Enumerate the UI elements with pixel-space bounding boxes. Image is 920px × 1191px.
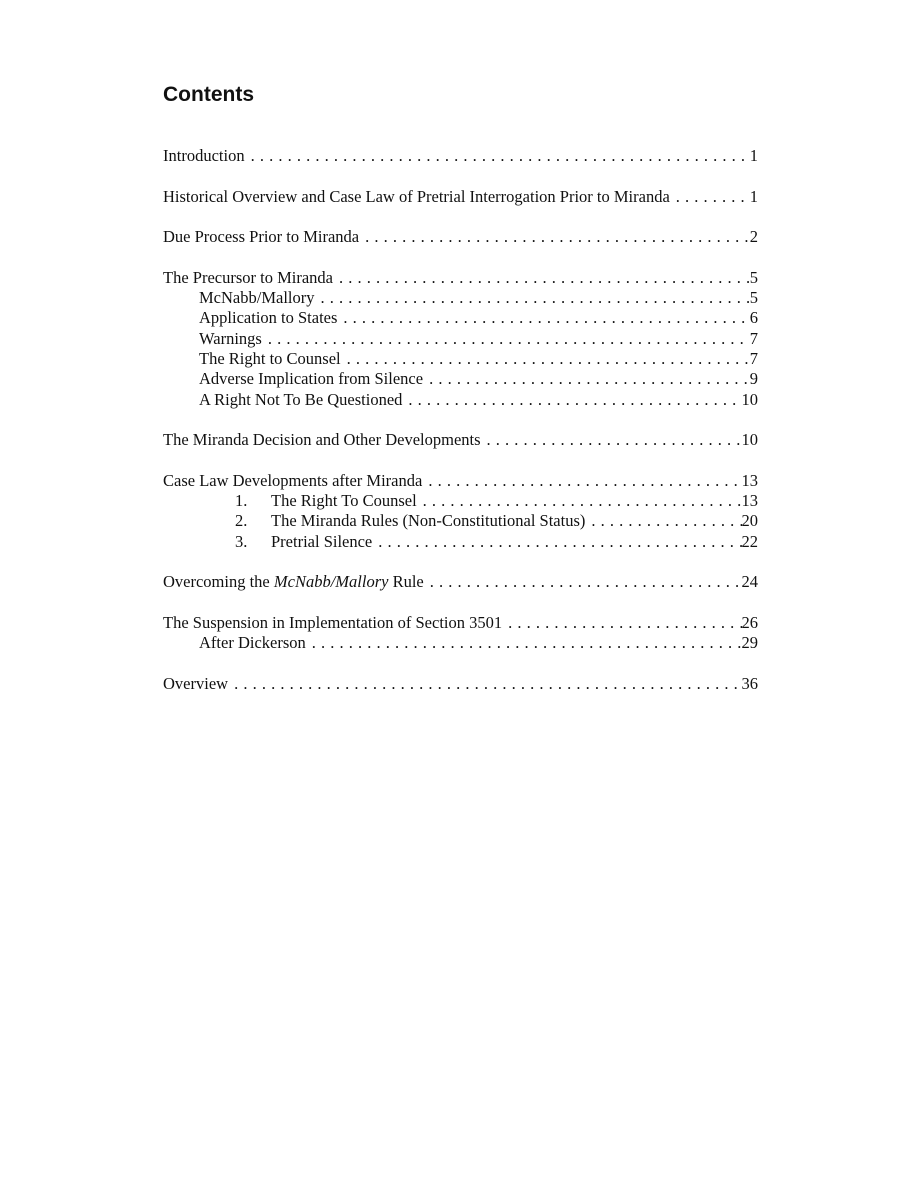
toc-entry-right-to-counsel[interactable] [163,349,758,369]
toc-entry-title: After Dickerson [199,633,306,653]
toc-page-number: 26 [741,612,758,632]
toc-entry-title: Application to States [199,308,338,328]
dot-leader [333,268,750,288]
dot-leader [341,349,750,369]
toc-entry-title: The Miranda Decision and Other Developments [163,430,481,450]
toc-entry-title: Due Process Prior to Miranda [163,227,360,247]
toc-entry-title: McNabb/Mallory [199,288,315,308]
toc-page-number: 24 [741,572,758,592]
toc-entry-title: Introduction [163,146,245,165]
dot-leader [417,491,742,511]
toc-entry-title: Overview [163,673,229,693]
toc-title-suffix: Rule [388,572,424,592]
toc-page-number: 29 [741,633,758,653]
toc-entry-title: The Miranda Rules (Non-Constitutional Status) [271,511,586,531]
toc-entry-title [163,572,424,592]
toc-page-number: 10 [741,389,758,409]
toc-entry-title: Warnings [199,328,262,348]
toc-entry-title: The Right To Counsel [271,491,417,511]
toc-entry-warnings[interactable] [163,329,758,349]
toc-page-number: 1 [749,186,758,206]
toc-page-number: 10 [741,430,758,450]
toc-entry-right-not-questioned[interactable] [163,390,758,410]
toc-entry-title: Pretrial Silence [271,531,373,551]
toc-entry-title: The Right to Counsel [199,348,341,368]
toc-page-number: 13 [741,491,758,511]
toc-page-number: 13 [741,470,758,490]
toc-entry-miranda-rules[interactable] [163,511,758,531]
toc-title-prefix: Overcoming the [163,572,274,592]
dot-leader [423,369,750,389]
dot-leader [228,674,741,694]
toc-entry-title: Case Law Developments after Miranda [163,470,423,490]
dot-leader [502,613,741,633]
dot-leader [402,390,741,410]
toc-page-number: 20 [741,511,758,531]
toc-entry-title: Historical Overview and Case Law of Pretrial Interrogation Prior to Miranda [163,186,670,206]
dot-leader [422,471,741,491]
toc-entry-title: The Suspension in Implementation of Section 3501 [163,612,503,632]
dot-leader [262,329,750,349]
dot-leader [337,308,749,328]
toc-entry-number: 2. [235,511,248,531]
toc-entry-title: A Right Not To Be Questioned [199,389,403,409]
toc-entry-overview[interactable] [163,674,758,694]
toc-page-number: 7 [749,328,758,348]
dot-leader [670,187,750,207]
toc-entry-precursor[interactable] [163,268,758,288]
dot-leader [372,532,741,552]
toc-page-number: 5 [749,288,758,308]
toc-entry-number: 1. [235,491,248,511]
toc-page-number: 2 [749,227,758,247]
table-of-contents [163,146,758,694]
toc-entry-application-to-states[interactable] [163,308,758,328]
dot-leader [314,288,749,308]
toc-entry-due-process[interactable] [163,227,758,247]
toc-entry-miranda-decision[interactable] [163,430,758,450]
toc-entry-after-dickerson[interactable] [163,633,758,653]
toc-title-italic: McNabb/Mallory [273,572,389,592]
dot-leader [424,572,742,592]
toc-page-number: 7 [749,348,758,368]
toc-entry-pretrial-silence[interactable] [163,532,758,552]
toc-page-number: 36 [741,673,758,693]
toc-entry-suspension-3501[interactable] [163,613,758,633]
toc-entry-case-law-after-miranda[interactable] [163,471,758,491]
toc-page-number: 6 [749,308,758,328]
toc-entry-title: The Precursor to Miranda [163,267,333,287]
toc-entry-historical-overview[interactable] [163,187,758,207]
toc-page-number: 1 [749,146,758,165]
dot-leader [359,227,750,247]
page-title: Contents [163,83,254,106]
toc-entry-overcoming-rule[interactable] [163,572,758,592]
toc-entry-mcnabb-mallory[interactable] [163,288,758,308]
toc-page-number: 5 [749,267,758,287]
toc-entry-adverse-implication[interactable] [163,369,758,389]
toc-entry-introduction[interactable] [163,146,758,166]
dot-leader [585,511,741,531]
dot-leader [481,430,742,450]
dot-leader [306,633,742,653]
toc-entry-title: Adverse Implication from Silence [199,369,424,389]
dot-leader [245,146,750,166]
toc-entry-number: 3. [235,531,248,551]
toc-page-number: 22 [741,531,758,551]
toc-entry-right-to-counsel-numbered[interactable] [163,491,758,511]
toc-page-number: 9 [749,369,758,389]
